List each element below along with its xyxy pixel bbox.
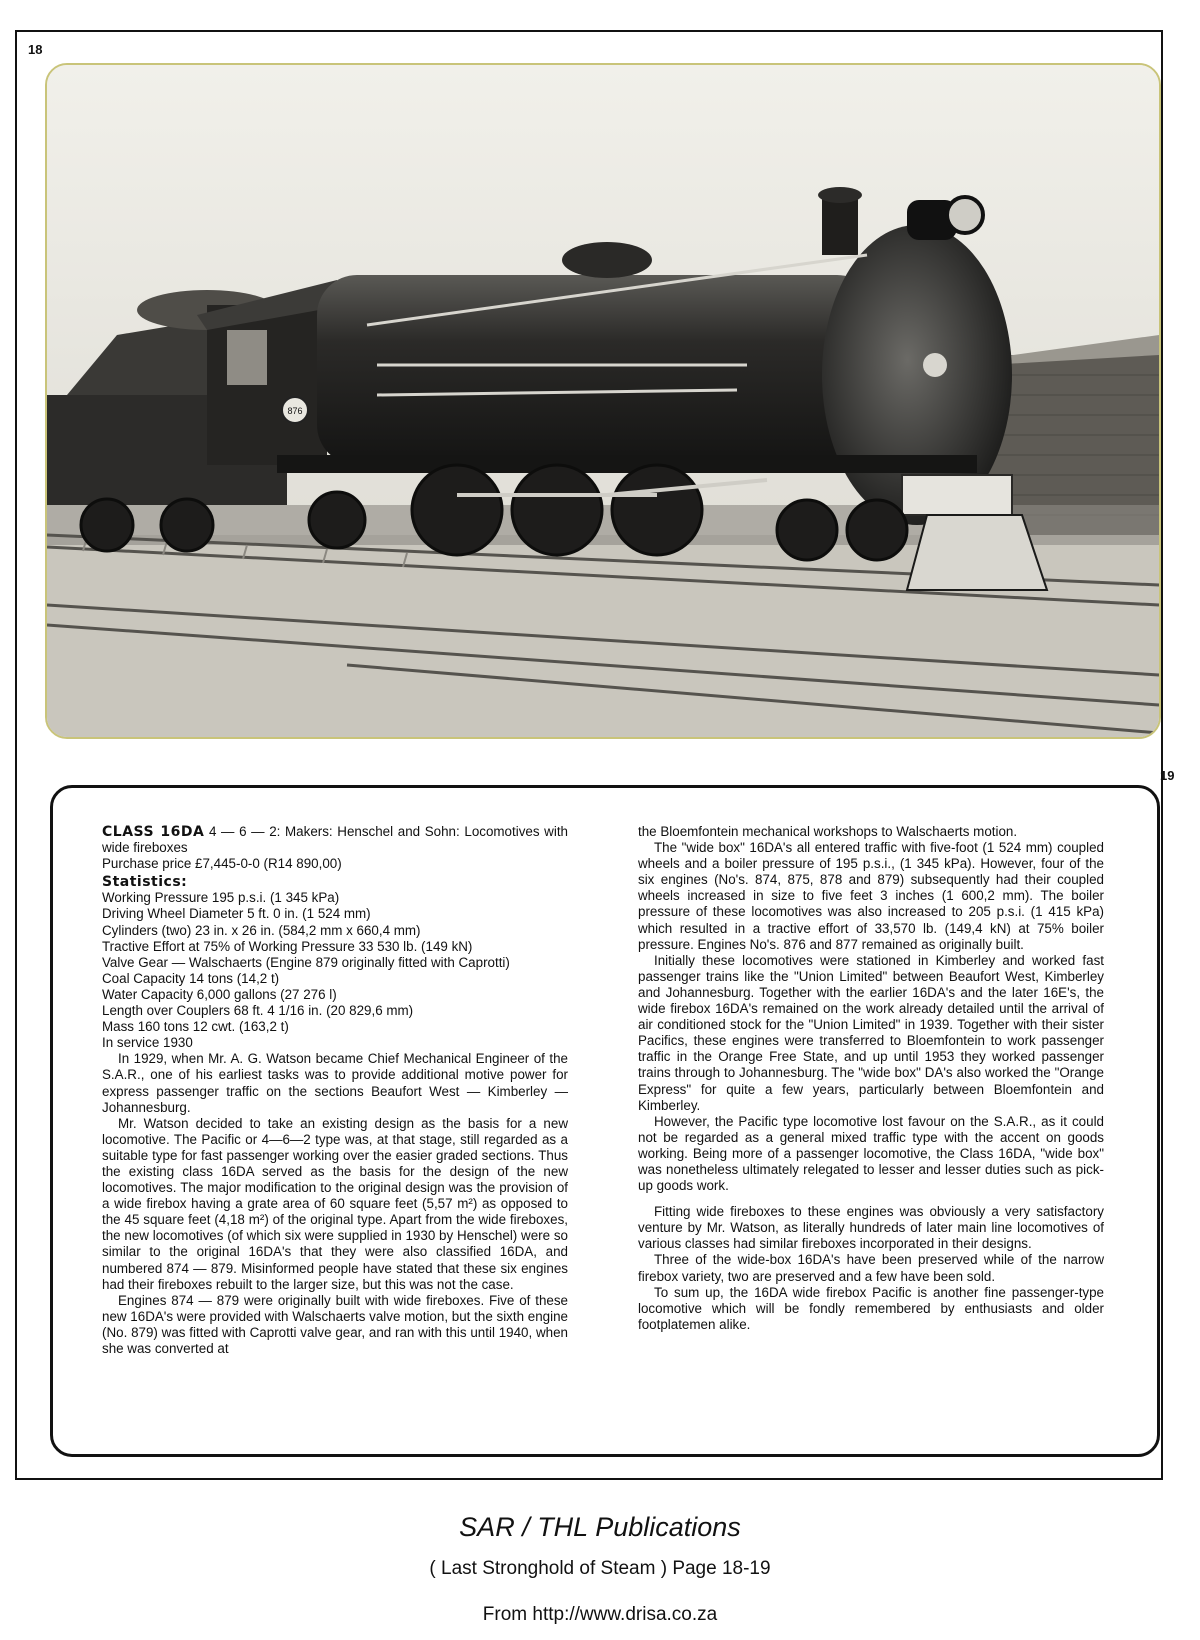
paragraph: Three of the wide-box 16DA's have been preserved while of the narrow firebox variety, two are preserved and a few have been sold. [638,1252,1104,1284]
footer-publisher: SAR / THL Publications [459,1512,741,1542]
page-number-right: 19 [1160,768,1175,783]
text-column-right [638,824,1104,1333]
paragraph: In 1929, when Mr. A. G. Watson became Chief Mechanical Engineer of the S.A.R., one of his earliest tasks was to provide additional motive power for express passenger traffic on the sections Beaufort West — Kimberley — Johannesburg. [102,1051,568,1115]
stat-line: Valve Gear — Walschaerts (Engine 879 originally fitted with Caprotti) [102,954,510,970]
paragraph: Mr. Watson decided to take an existing design as the basis for a new locomotive. The Pacific or 4—6—2 type was, at that stage, still regarded as a suitable type for fast passenger working over the easier graded sections. Thus the existing class 16DA served as the basis for the design of the new locomotives. The major modification to the original design was the provision of a wide firebox having a grate area of 60 square feet (5,57 m²) as opposed to the 45 square feet (4,18 m²) of the original type. Apart from the wide fireboxes, the new locomotives (of which six were supplied in 1930 by Henschel) were so similar to the original 16DA's that they were also classified 16DA, and numbered 874 — 879. Misinformed people have stated that these six engines had their fireboxes rebuilt to the larger size, but this was not the case. [102,1115,568,1292]
paragraph: Engines 874 — 879 were originally built with wide fireboxes. Five of these new 16DA's were provided with Walschaerts valve motion, but the sixth engine (No. 879) was fitted with Caprotti valve gear, and ran with this until 1940, when she was converted at [102,1292,568,1356]
paragraph: However, the Pacific type locomotive lost favour on the S.A.R., as it could not be regarded as a general mixed traffic type with the accent on goods working. Being more of a passenger locomotive, the Class 16DA, "wide box" was nonetheless ultimately relegated to lesser and lesser duties such as pick-up goods work. [638,1113,1104,1194]
class-makers: 4 — 6 — 2: Makers: Henschel and Sohn: Locomotives with wide fireboxes [102,824,568,856]
stat-line: Length over Couplers 68 ft. 4 1/16 in. (20 829,6 mm) [102,1003,414,1019]
page-number-left: 18 [28,42,43,57]
stat-line: Tractive Effort at 75% of Working Pressure 33 530 lb. (149 kN) [102,938,473,954]
stat-line: Driving Wheel Diameter 5 ft. 0 in. (1 524 mm) [102,906,371,922]
text-column-left [102,824,568,1357]
stat-line: Working Pressure 195 p.s.i. (1 345 kPa) [102,890,340,906]
stat-line: Mass 160 tons 12 cwt. (163,2 t) [102,1019,289,1035]
paragraph: The "wide box" 16DA's all entered traffic with five-foot (1 524 mm) coupled wheels and a boiler pressure of 195 p.s.i., (1 345 kPa). However, four of the six engines (No's. 874, 875, 878 and 879) subsequently had their coupled wheels increased in size to five feet 3 inches (1 600,2 mm). The boiler pressure of these locomotives was also increased to 205 p.s.i. (1 415 kPa) which resulted in a tractive effort of 33,570 lb. (149,4 kN) at 75% boiler pressure. Engines No's. 876 and 877 remained as originally built. [638,840,1104,952]
locomotive-photo [45,63,1161,739]
paragraph: the Bloemfontein mechanical workshops to Walschaerts motion. [638,824,1018,839]
class-header [102,824,568,856]
paragraph: To sum up, the 16DA wide firebox Pacific is another fine passenger-type locomotive which will be fondly remembered by enthusiasts and older footplatemen alike. [638,1284,1104,1332]
stat-line: Water Capacity 6,000 gallons (27 276 l) [102,986,337,1002]
footer-book: ( Last Stronghold of Steam ) Page 18-19 [429,1558,771,1579]
footer-source: From http://www.drisa.co.za [482,1604,718,1625]
stat-line: In service 1930 [102,1035,193,1051]
class-title: CLASS 16DA [102,824,205,840]
paragraph: Fitting wide fireboxes to these engines was obviously a very satisfactory venture by Mr. Watson, as literally hundreds of later main line locomotives of various classes had similar fireboxes incorporated in their designs. [638,1204,1104,1252]
purchase-price: Purchase price £7,445-0-0 (R14 890,00) [102,856,342,872]
paragraph: Initially these locomotives were stationed in Kimberley and worked fast passenger trains like the "Union Limited" between Beaufort West, Kimberley and Johannesburg. Together with the earlier 16DA's and the later 16E's, the wide firebox 16DA's remained on the work already detailed until the arrival of air conditioned stock for the "Union Limited" in 1939. Together with their sister Pacifics, these engines were transferred to Bloemfontein to work passenger traffic in the Orange Free State, and up until 1953 they worked passenger trains through to Johannesburg. The "wide box" DA's also worked the "Orange Express" for quite a few years, particularly between Bloemfontein and Kimberley. [638,952,1104,1113]
stat-line: Cylinders (two) 23 in. x 26 in. (584,2 mm x 660,4 mm) [102,922,421,938]
statistics-heading: Statistics: [102,874,188,891]
number-plate: 876 [287,406,303,416]
stat-line: Coal Capacity 14 tons (14,2 t) [102,970,280,986]
